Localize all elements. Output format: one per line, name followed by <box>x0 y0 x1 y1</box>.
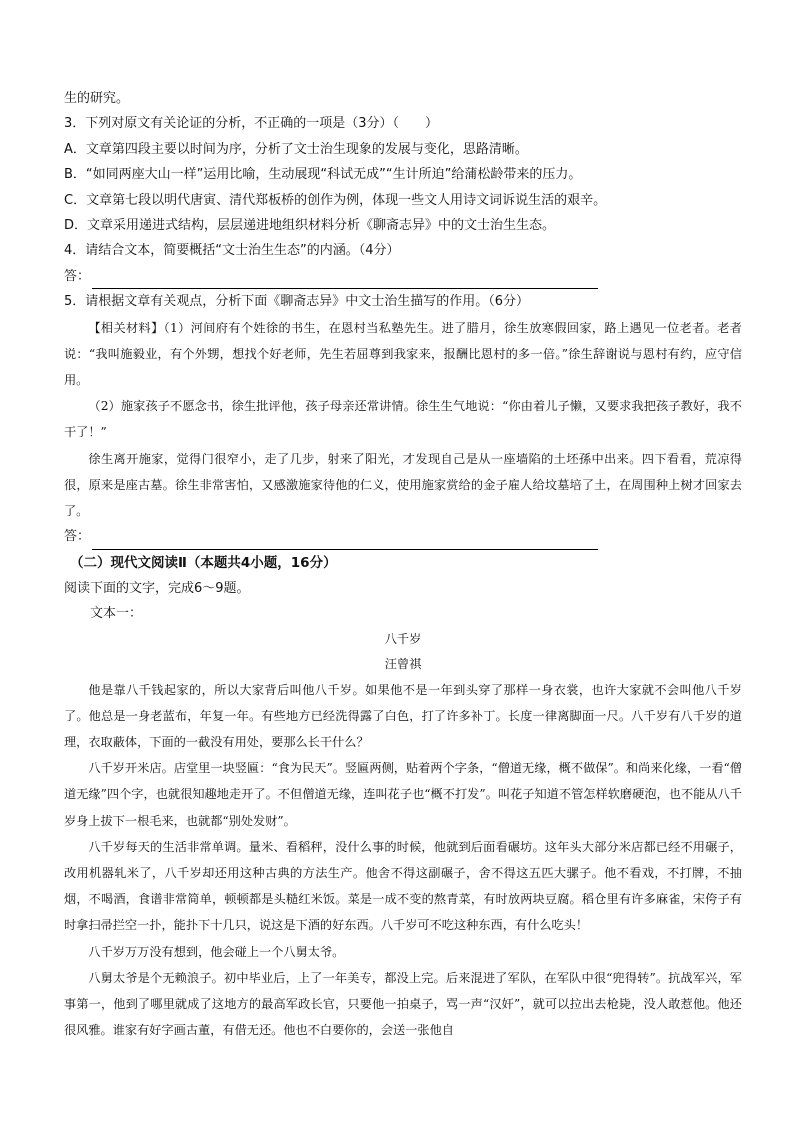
question-5-stem: 5．请根据文章有关观点，分析下面《聊斋志异》中文士治生描写的作用。（6分） <box>64 294 530 310</box>
story-title: 八千岁 <box>384 631 422 646</box>
answer-line-q4 <box>64 264 742 289</box>
option-c: C．文章第七段以明代唐寅、清代郑板桥的创作为例，体现一些文人用诗文词诉说生活的艰辛。 <box>64 192 607 208</box>
option-d: D．文章采用递进式结构，层层递进地组织材料分析《聊斋志异》中的文士治生生态。 <box>64 218 556 234</box>
related-material <box>64 315 742 525</box>
answer-label: 答： <box>64 268 91 284</box>
instruction: 阅读下面的文字，完成6～9题。 <box>64 580 250 596</box>
question-3-stem: 3．下列对原文有关论证的分析，不正确的一项是（3分）（ ） <box>64 116 439 132</box>
question-4-stem: 4．请结合文本，简要概括“文士治生生态”的内涵。（4分） <box>64 243 400 259</box>
option-b: B．“如同两座大山一样”运用比喻，生动展现“科试无成”“生计所迫”给蒲松龄带来的压力。 <box>64 167 582 183</box>
answer-line-q5 <box>64 524 742 549</box>
option-a: A．文章第四段主要以时间为序，分析了文士治生现象的发展与变化，思路清晰。 <box>64 141 528 157</box>
answer-label: 答： <box>64 529 91 545</box>
story-author: 汪曾祺 <box>384 656 422 671</box>
text-line: 生的研究。 <box>64 91 130 106</box>
exam-page <box>64 86 742 1043</box>
material-paragraph: （2）施家孩子不愿念书，徐生批评他，孩子母亲还常讲情。徐生生气地说：“你由着儿子懒，又要求我把孩子教好，我不干了！” <box>64 399 742 440</box>
question-block-top <box>64 86 742 315</box>
section-heading: （二）现代文阅读Ⅱ（本题共4小题，16分） <box>70 554 337 571</box>
answer-underline <box>92 532 598 550</box>
text-label: 文本一： <box>90 606 143 622</box>
story-paragraph: 八千岁每天的生活非常单调。量米、看稻秤，没什么事的时候，他就到后面看碾坊。这年头大部分米店都已经不用碾子，改用机器轧米了，八千岁却还用这种古典的方法生产。他舍不得这副碾子，舍不得这五匹大骡子。他不看戏，不打牌，不抽烟，不喝酒，食谱非常简单，顿顿都是头糙红米饭。菜是一成不变的熬青菜，有时放两块豆腐。稻仓里有许多麻雀，宋侉子有时拿扫帚拦空一扑，能扑下十几只，说这是下酒的好东西。八千岁可不吃这种东西，有什么吃头！ <box>64 839 742 933</box>
answer-underline <box>92 271 598 289</box>
story-paragraph: 八千岁开米店。店堂里一块竖匾：“食为民天”。竖匾两侧，贴着两个字条，“僧道无缘，概不做保”。和尚来化缘，一看“僧道无缘”四个字，也就很知趣地走开了。不但僧道无缘，连叫花子也“概不打发”。叫花子知道不管怎样软磨硬泡，也不能从八千岁身上拔下一根毛来，也就都“别处发财”。 <box>64 761 742 828</box>
material-paragraph: 徐生离开施家，觉得门很窄小，走了几步，射来了阳光，才发现自己是从一座墙陷的土坯孫中出来。四下看看，荒凉得很，原来是座古墓。徐生非常害怕，又感激施家待他的仁义，使用施家赏给的金子雇人给坟墓培了土，在周围种上树才回家去了。 <box>64 451 742 519</box>
story-body <box>64 677 742 1044</box>
material-paragraph: 【相关材料】（1）河间府有个姓徐的书生，在恩村当私塾先生。进了腊月，徐生放寒假回家，路上遇见一位老者。老者说：“我叫施毅业，有个外甥，想找个好老师，先生若屈尊到我家来，报酬比恩村的多一倍。”徐生辞谢说与恩村有约，应守信用。 <box>64 320 742 388</box>
story-paragraph: 八舅太爷是个无赖浪子。初中毕业后，上了一年美专，都没上完。后来混进了军队，在军队中很“兜得转”。抗战军兴，军事第一，他到了哪里就成了这地方的最高军政长官，只要他一拍桌子，骂一声“汉奸”，就可以拉出去枪毙，没人敢惹他。他还很风雅。谁家有好字画古董，有借无还。他也不白要你的，会送一张他自 <box>64 970 742 1038</box>
story-paragraph: 八千岁万万没有想到，他会碰上一个八舅太爷。 <box>88 944 345 959</box>
story-paragraph: 他是靠八千钱起家的，所以大家背后叫他八千岁。如果他不是一年到头穿了那样一身衣裳，也许大家就不会叫他八千岁了。他总是一身老蓝布，年复一年。有些地方已经洗得露了白色，打了许多补丁。长度一律离脚面一尺。八千岁有八千岁的道理，衣取蔽体，下面的一截没有用处，要那么长干什么？ <box>64 682 742 749</box>
